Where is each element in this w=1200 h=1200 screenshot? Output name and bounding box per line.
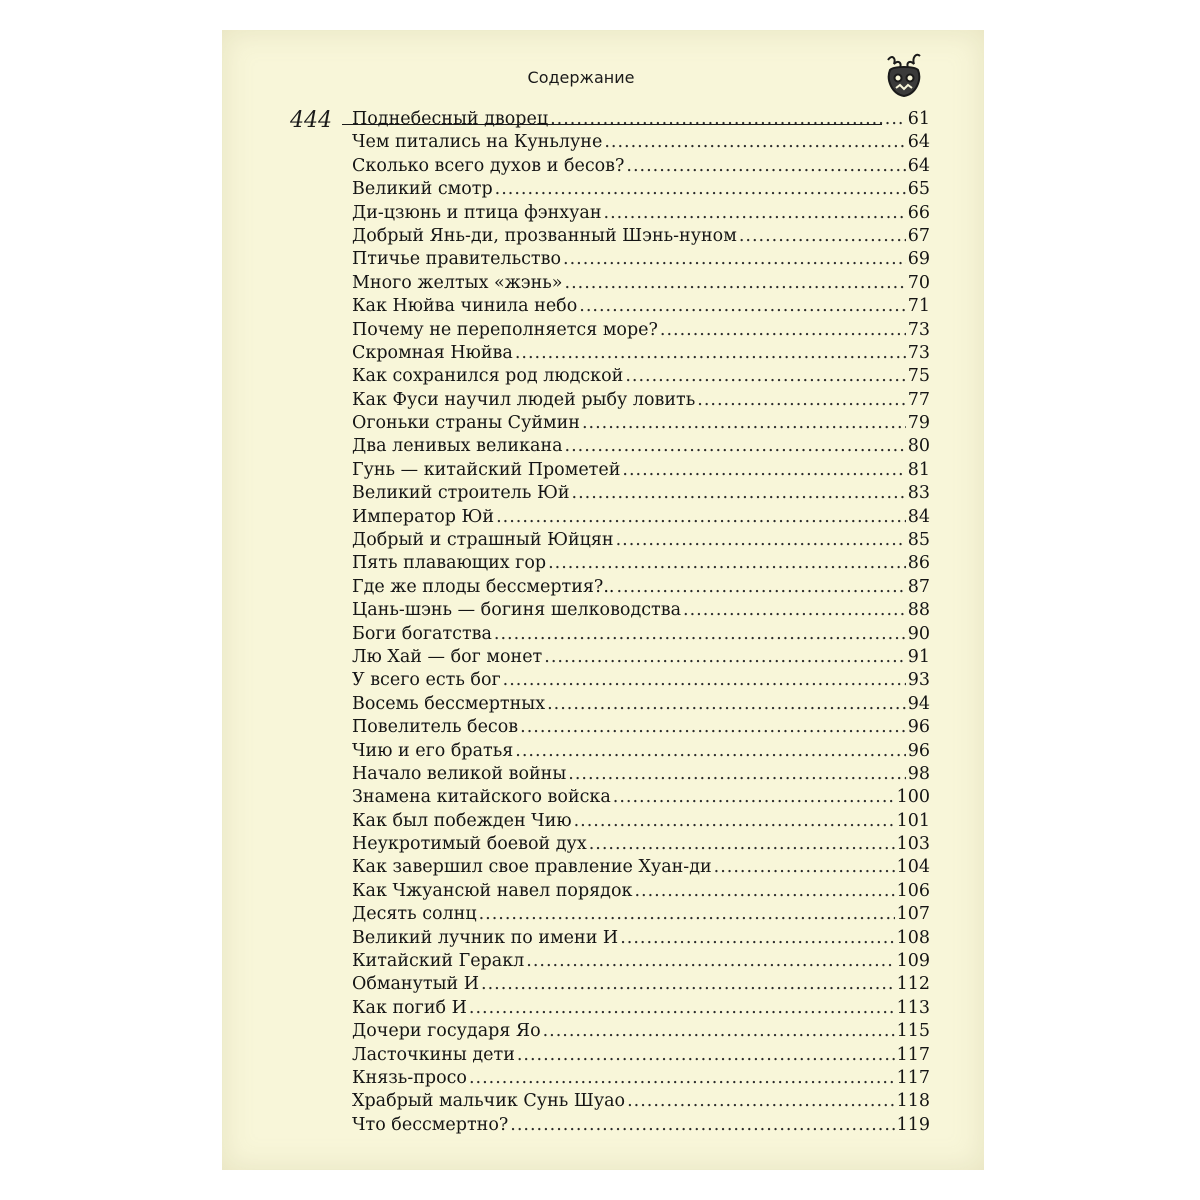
table-of-contents: [352, 108, 930, 1137]
toc-entry-title: Как Фуси научил людей рыбу ловить: [352, 389, 696, 410]
toc-entry: [352, 342, 930, 365]
toc-entry-title: Как Чжуансюй навел порядок: [352, 880, 633, 901]
toc-entry-page: 65: [907, 179, 930, 200]
toc-dot-leader: [495, 178, 906, 201]
toc-entry-page: 108: [896, 927, 930, 948]
toc-dot-leader: [634, 880, 894, 903]
page-number: 444: [290, 108, 332, 133]
toc-entry: [352, 669, 930, 692]
toc-dot-leader: [579, 295, 905, 318]
toc-dot-leader: [494, 623, 906, 646]
toc-dot-leader: [517, 1044, 895, 1067]
toc-entry-title: Много желтых «жэнь»: [352, 272, 563, 293]
toc-entry: [352, 997, 930, 1020]
toc-entry-page: 79: [907, 413, 930, 434]
toc-dot-leader: [616, 529, 906, 552]
toc-dot-leader: [660, 319, 906, 342]
toc-dot-leader: [543, 1020, 895, 1043]
toc-entry: [352, 459, 930, 482]
toc-entry: [352, 763, 930, 786]
toc-dot-leader: [515, 342, 906, 365]
toc-entry-title: Поднебесный дворец: [352, 108, 549, 129]
toc-entry: [352, 365, 930, 388]
running-title: Содержание: [527, 68, 635, 87]
toc-dot-leader: [565, 435, 906, 458]
toc-dot-leader: [563, 248, 906, 271]
toc-entry: [352, 973, 930, 996]
toc-entry-page: 83: [907, 483, 930, 504]
toc-entry-title: Князь-просо: [352, 1068, 467, 1088]
toc-dot-leader: [469, 997, 895, 1020]
toc-entry-page: 109: [896, 951, 930, 972]
toc-dot-leader: [481, 973, 895, 996]
toc-dot-leader: [683, 599, 906, 622]
toc-entry-title: Что бессмертно?: [352, 1114, 509, 1135]
toc-entry: [352, 1090, 930, 1113]
toc-entry-page: 73: [907, 319, 930, 340]
toc-dot-leader: [582, 412, 906, 435]
toc-entry-title: Восемь бессмертных: [352, 693, 546, 714]
toc-dot-leader: [520, 716, 906, 739]
toc-entry: [352, 833, 930, 856]
toc-entry: [352, 693, 930, 716]
toc-entry: [352, 1020, 930, 1043]
toc-entry-title: Храбрый мальчик Сунь Шуао: [352, 1091, 626, 1112]
toc-dot-leader: [616, 576, 905, 599]
toc-entry-page: 107: [896, 904, 930, 925]
dragon-head-icon: [882, 50, 926, 100]
toc-entry-page: 91: [907, 646, 930, 667]
toc-entry-title: Дочери государя Яо: [352, 1021, 541, 1042]
toc-entry-title: Лю Хай — бог монет: [352, 646, 543, 667]
toc-dot-leader: [604, 202, 906, 225]
toc-entry-page: 87: [907, 576, 930, 597]
toc-dot-leader: [714, 856, 895, 879]
toc-entry: [352, 202, 930, 225]
toc-entry-title: Боги богатства: [352, 623, 492, 644]
toc-dot-leader: [627, 1090, 895, 1113]
toc-entry-title: Великий лучник по имени И: [352, 927, 619, 948]
toc-dot-leader: [479, 903, 895, 926]
toc-entry-title: Чию и его братья: [352, 740, 514, 761]
toc-entry-page: 67: [907, 225, 930, 246]
toc-entry-page: 96: [907, 717, 930, 738]
toc-entry: [352, 529, 930, 552]
toc-entry: [352, 880, 930, 903]
toc-entry: [352, 623, 930, 646]
toc-entry-title: Как погиб И: [352, 997, 467, 1018]
toc-dot-leader: [620, 927, 894, 950]
toc-entry: [352, 389, 930, 412]
toc-dot-leader: [625, 365, 905, 388]
toc-dot-leader: [565, 272, 906, 295]
toc-dot-leader: [496, 506, 906, 529]
toc-entry-page: 100: [896, 787, 930, 808]
toc-entry-page: 70: [907, 272, 930, 293]
toc-entry-page: 84: [907, 506, 930, 527]
toc-dot-leader: [589, 833, 895, 856]
toc-entry-title: Почему не переполняется море?: [352, 319, 658, 340]
toc-dot-leader: [526, 950, 894, 973]
toc-entry-page: 75: [907, 366, 930, 387]
book-page: [222, 30, 984, 1170]
toc-entry-title: Великий смотр: [352, 179, 493, 200]
toc-entry-title: Гунь — китайский Прометей: [352, 459, 621, 480]
toc-entry-title: Как сохранился род людской: [352, 366, 624, 387]
toc-entry: [352, 319, 930, 342]
toc-entry: [352, 599, 930, 622]
toc-entry-page: 117: [896, 1044, 930, 1065]
toc-entry-page: 71: [907, 296, 930, 317]
toc-entry: [352, 552, 930, 575]
toc-entry-title: Обманутый И: [352, 974, 479, 995]
toc-dot-leader: [548, 552, 906, 575]
toc-dot-leader: [547, 693, 906, 716]
toc-entry-page: 104: [896, 857, 930, 878]
toc-entry-title: Как Нюйва чинила небо: [352, 296, 578, 317]
toc-entry-title: Ди-цзюнь и птица фэнхуан: [352, 202, 602, 223]
toc-entry-title: Скромная Нюйва: [352, 342, 513, 363]
toc-entry-title: Птичье правительство: [352, 249, 561, 270]
toc-entry: [352, 576, 930, 599]
toc-entry-title: Император Юй: [352, 506, 495, 527]
toc-entry-page: 115: [896, 1021, 930, 1042]
toc-entry-page: 93: [907, 670, 930, 691]
toc-entry-page: 94: [907, 693, 930, 714]
toc-entry-title: Как завершил свое правление Хуан-ди: [352, 857, 712, 878]
toc-entry-title: Добрый Янь-ди, прозванный Шэнь-нуном: [352, 225, 737, 246]
toc-dot-leader: [515, 740, 905, 763]
toc-entry: [352, 506, 930, 529]
toc-dot-leader: [503, 669, 906, 692]
toc-entry-page: 90: [907, 623, 930, 644]
toc-dot-leader: [626, 155, 905, 178]
toc-entry-page: 88: [907, 600, 930, 621]
toc-entry-title: Неукротимый боевой дух: [352, 834, 587, 855]
toc-entry-title: Знамена китайского войска: [352, 787, 611, 808]
toc-entry-page: 69: [907, 249, 930, 270]
toc-entry-title: Чем питались на Куньлуне: [352, 132, 603, 153]
toc-entry: [352, 716, 930, 739]
toc-entry-page: 61: [907, 108, 930, 129]
toc-entry-page: 106: [896, 880, 930, 901]
toc-entry-page: 77: [907, 389, 930, 410]
toc-entry-page: 113: [896, 997, 930, 1018]
toc-entry: [352, 1044, 930, 1067]
toc-entry-page: 103: [896, 834, 930, 855]
toc-entry: [352, 950, 930, 973]
toc-dot-leader: [622, 459, 905, 482]
toc-entry-title: Начало великой войны: [352, 763, 567, 784]
toc-entry-page: 80: [907, 436, 930, 457]
toc-entry: [352, 927, 930, 950]
toc-entry: [352, 786, 930, 809]
toc-entry-title: Цань-шэнь — богиня шелководства: [352, 600, 682, 621]
toc-entry: [352, 857, 930, 880]
toc-entry-page: 64: [907, 132, 930, 153]
toc-entry: [352, 646, 930, 669]
toc-entry: [352, 435, 930, 458]
toc-entry-page: 86: [907, 553, 930, 574]
toc-entry: [352, 1067, 930, 1090]
toc-entry-page: 101: [896, 810, 930, 831]
toc-dot-leader: [544, 646, 905, 669]
toc-entry-title: Как был побежден Чию: [352, 810, 572, 831]
toc-entry: [352, 810, 930, 833]
toc-entry-title: Великий строитель Юй: [352, 483, 570, 504]
toc-dot-leader: [550, 108, 906, 131]
toc-dot-leader: [613, 786, 895, 809]
toc-entry-title: Где же плоды бессмертия?..: [352, 576, 615, 597]
toc-entry-title: Китайский Геракл: [352, 951, 525, 972]
toc-entry-title: Пять плавающих гор: [352, 553, 547, 574]
toc-entry-title: Сколько всего духов и бесов?: [352, 155, 625, 176]
toc-entry-title: Огоньки страны Суймин: [352, 413, 580, 434]
toc-dot-leader: [574, 810, 895, 833]
toc-entry: [352, 108, 930, 131]
toc-entry: [352, 1114, 930, 1137]
toc-entry-page: 64: [907, 155, 930, 176]
toc-entry: [352, 295, 930, 318]
toc-entry: [352, 482, 930, 505]
toc-entry-title: Добрый и страшный Юйцян: [352, 530, 614, 551]
toc-entry: [352, 131, 930, 154]
toc-entry: [352, 155, 930, 178]
toc-entry: [352, 178, 930, 201]
toc-dot-leader: [572, 482, 906, 505]
toc-entry-page: 81: [907, 459, 930, 480]
toc-entry-page: 98: [907, 763, 930, 784]
toc-entry-page: 117: [896, 1068, 930, 1088]
toc-entry: [352, 248, 930, 271]
toc-entry-title: У всего есть бог: [352, 670, 501, 691]
toc-entry: [352, 272, 930, 295]
toc-entry-page: 66: [907, 202, 930, 223]
toc-entry: [352, 225, 930, 248]
toc-dot-leader: [469, 1067, 895, 1090]
toc-entry-page: 112: [896, 974, 930, 995]
toc-entry-page: 85: [907, 530, 930, 551]
toc-entry-page: 118: [896, 1091, 930, 1112]
toc-entry: [352, 412, 930, 435]
toc-entry: [352, 740, 930, 763]
toc-entry-title: Ласточкины дети: [352, 1044, 515, 1065]
toc-entry: [352, 903, 930, 926]
toc-dot-leader: [604, 131, 905, 154]
toc-dot-leader: [568, 763, 905, 786]
toc-entry-title: Повелитель бесов: [352, 717, 519, 738]
toc-dot-leader: [697, 389, 905, 412]
toc-entry-page: 96: [907, 740, 930, 761]
toc-entry-page: 119: [896, 1114, 930, 1135]
toc-entry-page: 73: [907, 342, 930, 363]
toc-dot-leader: [510, 1114, 894, 1137]
toc-entry-title: Два ленивых великана: [352, 436, 563, 457]
toc-entry-title: Десять солнц: [352, 904, 477, 925]
toc-dot-leader: [739, 225, 906, 248]
